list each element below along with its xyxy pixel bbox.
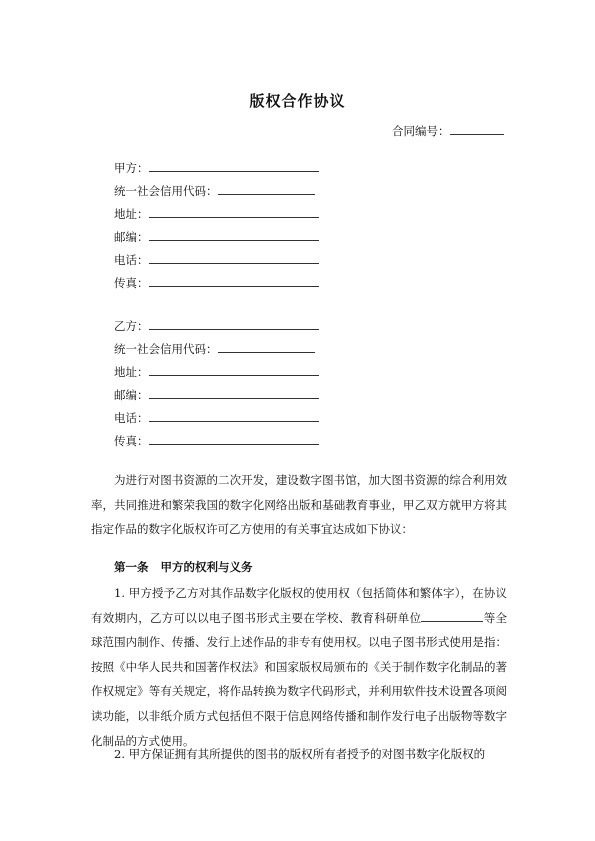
party-a-block bbox=[114, 159, 319, 297]
party-a-phone-label: 电话： bbox=[114, 253, 149, 267]
party-b-block bbox=[114, 317, 319, 455]
article-1-title: 甲方的权利与义务 bbox=[160, 560, 253, 574]
party-b-fax-label: 传真： bbox=[114, 434, 149, 448]
party-b-postcode-label: 邮编： bbox=[114, 388, 149, 402]
party-a-fax-label: 传真： bbox=[114, 276, 149, 290]
party-a-address-label: 地址： bbox=[114, 207, 149, 221]
party-a-address-blank[interactable] bbox=[149, 205, 319, 218]
party-a-name-label: 甲方： bbox=[114, 161, 149, 175]
contract-number-label: 合同编号： bbox=[392, 124, 450, 138]
party-a-credit-code-blank[interactable] bbox=[218, 182, 315, 195]
party-b-phone-row bbox=[114, 409, 319, 432]
clause-1-text-part1: 1. 甲方授予乙方对其作品数字化版权的使用权（包括简体和繁体字），在协议有效期内，乙方可以以电子图书形式主要在学校、教育科研单位 bbox=[91, 586, 507, 625]
contract-number-line bbox=[392, 122, 504, 139]
party-a-phone-row bbox=[114, 251, 319, 274]
party-a-address-row bbox=[114, 205, 319, 228]
party-b-credit-code-label: 统一社会信用代码： bbox=[114, 342, 218, 356]
article-1-clause-2: 2. 甲方保证拥有其所提供的图书的版权所有者授予的对图书数字化版权的 bbox=[114, 747, 486, 761]
party-a-postcode-blank[interactable] bbox=[149, 228, 319, 241]
party-b-phone-blank[interactable] bbox=[149, 409, 319, 422]
clause-1-inline-blank[interactable] bbox=[421, 609, 483, 622]
article-1-clause-1 bbox=[91, 581, 507, 753]
party-b-fax-row bbox=[114, 432, 319, 455]
clause-1-text-part2: 等全球范围内制作、传播、发行上述作品的非专有使用权。以电子图书形式使用是指：按照《中华人民共和国著作权法》和国家版权局颁布的《关于制作数字化制品的著作权规定》等有关规定，将作品转换为数字代码形式，并利用软件技术设置各项阅读功能，以非纸介质方式包括但不限于信息网络传播和制作发行电子出版物等数字化制品的方式使用。 bbox=[91, 610, 508, 748]
article-1-heading bbox=[114, 559, 253, 575]
party-b-credit-code-row bbox=[114, 340, 319, 363]
party-b-credit-code-blank[interactable] bbox=[218, 340, 315, 353]
party-b-address-blank[interactable] bbox=[149, 363, 319, 376]
party-b-name-label: 乙方： bbox=[114, 319, 149, 333]
party-b-name-row bbox=[114, 317, 319, 340]
party-a-credit-code-row bbox=[114, 182, 319, 205]
party-a-name-blank[interactable] bbox=[149, 159, 319, 172]
party-b-postcode-row bbox=[114, 386, 319, 409]
contract-number-blank[interactable] bbox=[450, 122, 504, 135]
party-b-postcode-blank[interactable] bbox=[149, 386, 319, 399]
party-a-phone-blank[interactable] bbox=[149, 251, 319, 264]
party-a-postcode-row bbox=[114, 228, 319, 251]
party-a-postcode-label: 邮编： bbox=[114, 230, 149, 244]
party-b-name-blank[interactable] bbox=[149, 317, 319, 330]
party-a-name-row bbox=[114, 159, 319, 182]
party-a-fax-blank[interactable] bbox=[149, 274, 319, 287]
party-b-address-label: 地址： bbox=[114, 365, 149, 379]
party-b-fax-blank[interactable] bbox=[149, 432, 319, 445]
page-title: 版权合作协议 bbox=[249, 92, 346, 110]
party-b-phone-label: 电话： bbox=[114, 411, 149, 425]
party-a-credit-code-label: 统一社会信用代码： bbox=[114, 184, 218, 198]
party-a-fax-row bbox=[114, 274, 319, 297]
party-b-address-row bbox=[114, 363, 319, 386]
article-1-number: 第一条 bbox=[114, 560, 149, 574]
preamble-paragraph: 为进行对图书资源的二次开发，建设数字图书馆，加大图书资源的综合利用效率，共同推进和繁荣我国的数字化网络出版和基础教育事业，甲乙双方就甲方将其指定作品的数字化版权许可乙方使用的有关事宜达成如下协议： bbox=[91, 473, 507, 537]
